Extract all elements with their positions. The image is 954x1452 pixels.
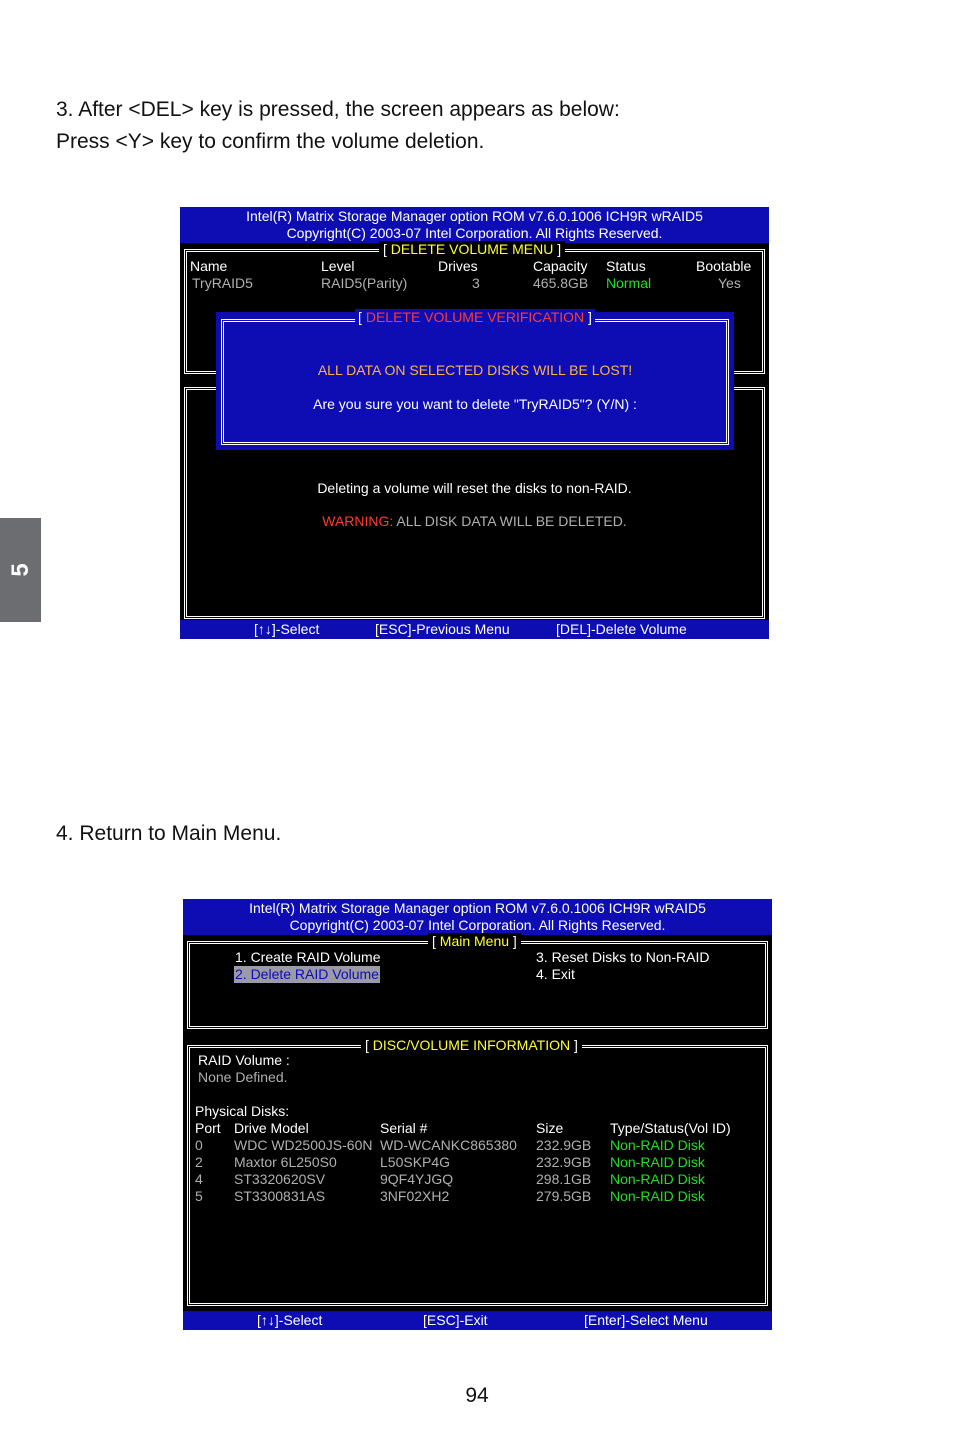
disk-size: 279.5GB	[536, 1188, 592, 1204]
disk-model: Maxtor 6L250S0	[234, 1154, 337, 1170]
col-serial: Serial #	[380, 1120, 428, 1136]
disk-serial: 3NF02XH2	[380, 1188, 450, 1204]
footer-del-hint: [DEL]-Delete Volume	[556, 621, 687, 637]
disk-size: 298.1GB	[536, 1171, 592, 1187]
menu-item-reset-disks[interactable]: 3. Reset Disks to Non-RAID	[536, 949, 710, 965]
disk-size: 232.9GB	[536, 1137, 592, 1153]
menu-item-exit[interactable]: 4. Exit	[536, 966, 575, 982]
header-copyright: Copyright(C) 2003-07 Intel Corporation. All Rights Reserved.	[286, 225, 663, 241]
volume-capacity: 465.8GB	[533, 275, 589, 291]
step4-line: 4. Return to Main Menu.	[56, 822, 282, 845]
chapter-tab	[0, 518, 41, 622]
dialog-warning: ALL DATA ON SELECTED DISKS WILL BE LOST!	[317, 362, 633, 378]
bios-screen-delete-volume	[180, 207, 769, 639]
disk-type: Non-RAID Disk	[610, 1137, 705, 1153]
disk-model: WDC WD2500JS-60N	[234, 1137, 373, 1153]
warning-text: ALL DISK DATA WILL BE DELETED.	[393, 513, 627, 529]
raid-volume-value: None Defined.	[198, 1069, 288, 1085]
header-title: Intel(R) Matrix Storage Manager option ROM v7.6.0.1006 ICH9R wRAID5	[246, 208, 703, 224]
bios-footer	[183, 1311, 772, 1330]
col-level: Level	[321, 258, 355, 274]
col-size: Size	[536, 1120, 564, 1136]
volume-name[interactable]: TryRAID5	[192, 275, 253, 291]
volume-level: RAID5(Parity)	[321, 275, 408, 291]
col-drive-model: Drive Model	[234, 1120, 309, 1136]
physical-disks-label: Physical Disks:	[195, 1103, 290, 1119]
disk-size: 232.9GB	[536, 1154, 592, 1170]
delete-volume-menu-title: [ DELETE VOLUME MENU ]	[379, 241, 565, 257]
disk-type: Non-RAID Disk	[610, 1154, 705, 1170]
col-port: Port	[195, 1120, 221, 1136]
disk-port: 4	[195, 1171, 203, 1187]
footer-esc-hint: [ESC]-Exit	[423, 1312, 488, 1328]
delete-verification-dialog	[216, 309, 734, 450]
chapter-number: 5	[6, 563, 34, 577]
disk-model: ST3320620SV	[234, 1171, 326, 1187]
raid-volume-label: RAID Volume :	[198, 1052, 290, 1068]
col-name: Name	[190, 258, 228, 274]
col-capacity: Capacity	[533, 258, 588, 274]
disk-serial: 9QF4YJGQ	[380, 1171, 454, 1187]
main-menu-title: [ Main Menu ]	[428, 933, 521, 949]
disk-serial: WD-WCANKC865380	[380, 1137, 517, 1153]
footer-esc-hint: [ESC]-Previous Menu	[375, 621, 510, 637]
col-bootable: Bootable	[696, 258, 752, 274]
disk-serial: L50SKP4G	[380, 1154, 451, 1170]
col-status: Status	[606, 258, 646, 274]
footer-enter-hint: [Enter]-Select Menu	[584, 1312, 708, 1328]
volume-status: Normal	[606, 275, 652, 291]
step3-line2: Press <Y> key to confirm the volume deletion.	[56, 130, 485, 153]
menu-item-delete-raid[interactable]: 2. Delete RAID Volume	[235, 966, 379, 982]
menu-item-create-raid[interactable]: 1. Create RAID Volume	[235, 949, 381, 965]
disk-port: 0	[195, 1137, 203, 1153]
bios-header	[183, 899, 772, 935]
disk-port: 2	[195, 1154, 203, 1170]
disk-port: 5	[195, 1188, 203, 1204]
col-drives: Drives	[438, 258, 478, 274]
bios-footer	[180, 620, 769, 639]
warning-label: WARNING:	[322, 513, 394, 529]
bios-header	[180, 207, 769, 243]
volume-bootable: Yes	[718, 275, 741, 291]
disc-volume-info-title: [ DISC/VOLUME INFORMATION ]	[361, 1037, 582, 1053]
disk-model: ST3300831AS	[234, 1188, 326, 1204]
header-title: Intel(R) Matrix Storage Manager option ROM v7.6.0.1006 ICH9R wRAID5	[249, 900, 706, 916]
page-number: 94	[465, 1384, 489, 1407]
bios-screen-main-menu	[183, 899, 772, 1330]
disk-type: Non-RAID Disk	[610, 1188, 705, 1204]
header-copyright: Copyright(C) 2003-07 Intel Corporation. All Rights Reserved.	[289, 917, 666, 933]
col-type-status: Type/Status(Vol ID)	[610, 1120, 731, 1136]
info-line: Deleting a volume will reset the disks to non-RAID.	[317, 480, 632, 496]
dialog-title: [ DELETE VOLUME VERIFICATION ]	[355, 309, 595, 325]
volume-drives: 3	[472, 275, 480, 291]
footer-select-hint: [↑↓]-Select	[254, 621, 320, 637]
disk-type: Non-RAID Disk	[610, 1171, 705, 1187]
dialog-question[interactable]: Are you sure you want to delete "TryRAID5"? (Y/N) :	[313, 396, 637, 412]
warning-line	[180, 513, 769, 530]
footer-select-hint: [↑↓]-Select	[257, 1312, 323, 1328]
step3-line1: 3. After <DEL> key is pressed, the screen appears as below:	[56, 98, 620, 121]
